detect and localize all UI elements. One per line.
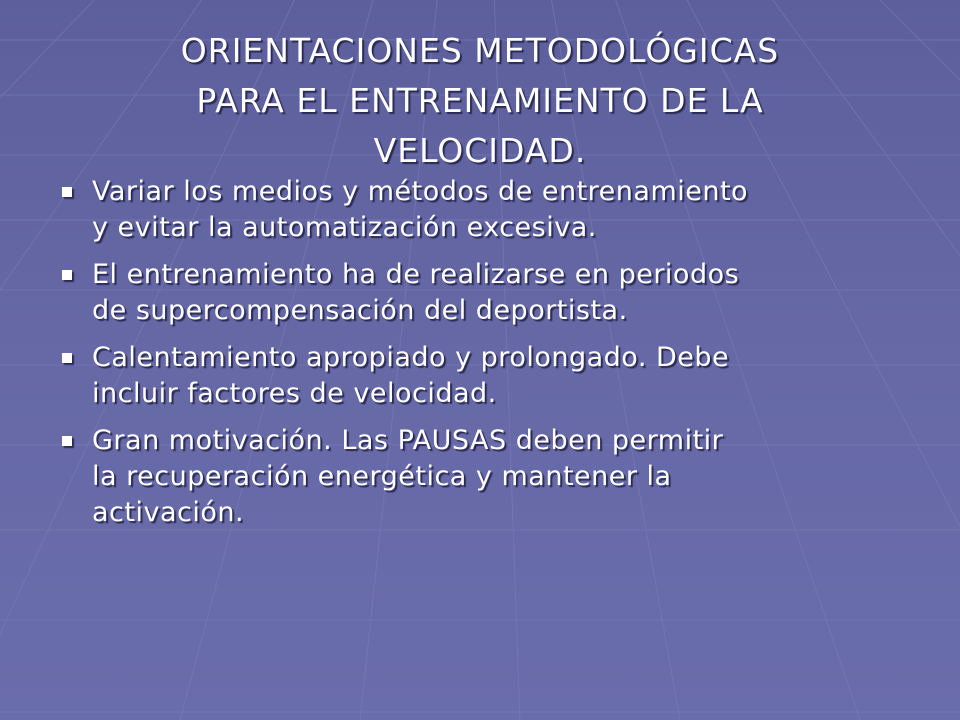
bullet-text-line: activación. [92, 497, 245, 528]
square-bullet-icon [62, 187, 72, 197]
bullet-text-line: incluir factores de velocidad. [92, 378, 497, 409]
bullet-item [60, 257, 920, 329]
bullet-text-line: Gran motivación. Las PAUSAS deben permitir [92, 425, 724, 456]
bullet-text-line: la recuperación energética y mantener la [92, 461, 672, 492]
bullet-text-line: de supercompensación del deportista. [92, 295, 628, 326]
bullet-item [60, 423, 920, 531]
bullet-list [60, 174, 920, 542]
title-line: PARA EL ENTRENAMIENTO DE LA [196, 81, 764, 120]
bullet-item [60, 340, 920, 412]
bullet-text-line: El entrenamiento ha de realizarse en periodos [92, 259, 740, 290]
slide-title [40, 26, 920, 176]
bullet-item [60, 174, 920, 246]
square-bullet-icon [62, 436, 72, 446]
title-line: ORIENTACIONES METODOLÓGICAS [180, 31, 780, 70]
title-line: VELOCIDAD. [373, 131, 587, 170]
square-bullet-icon [62, 270, 72, 280]
bullet-text-line: Calentamiento apropiado y prolongado. Debe [92, 342, 730, 373]
bullet-text-line: y evitar la automatización excesiva. [92, 212, 597, 243]
square-bullet-icon [62, 353, 72, 363]
bullet-text-line: Variar los medios y métodos de entrenamiento [92, 176, 749, 207]
